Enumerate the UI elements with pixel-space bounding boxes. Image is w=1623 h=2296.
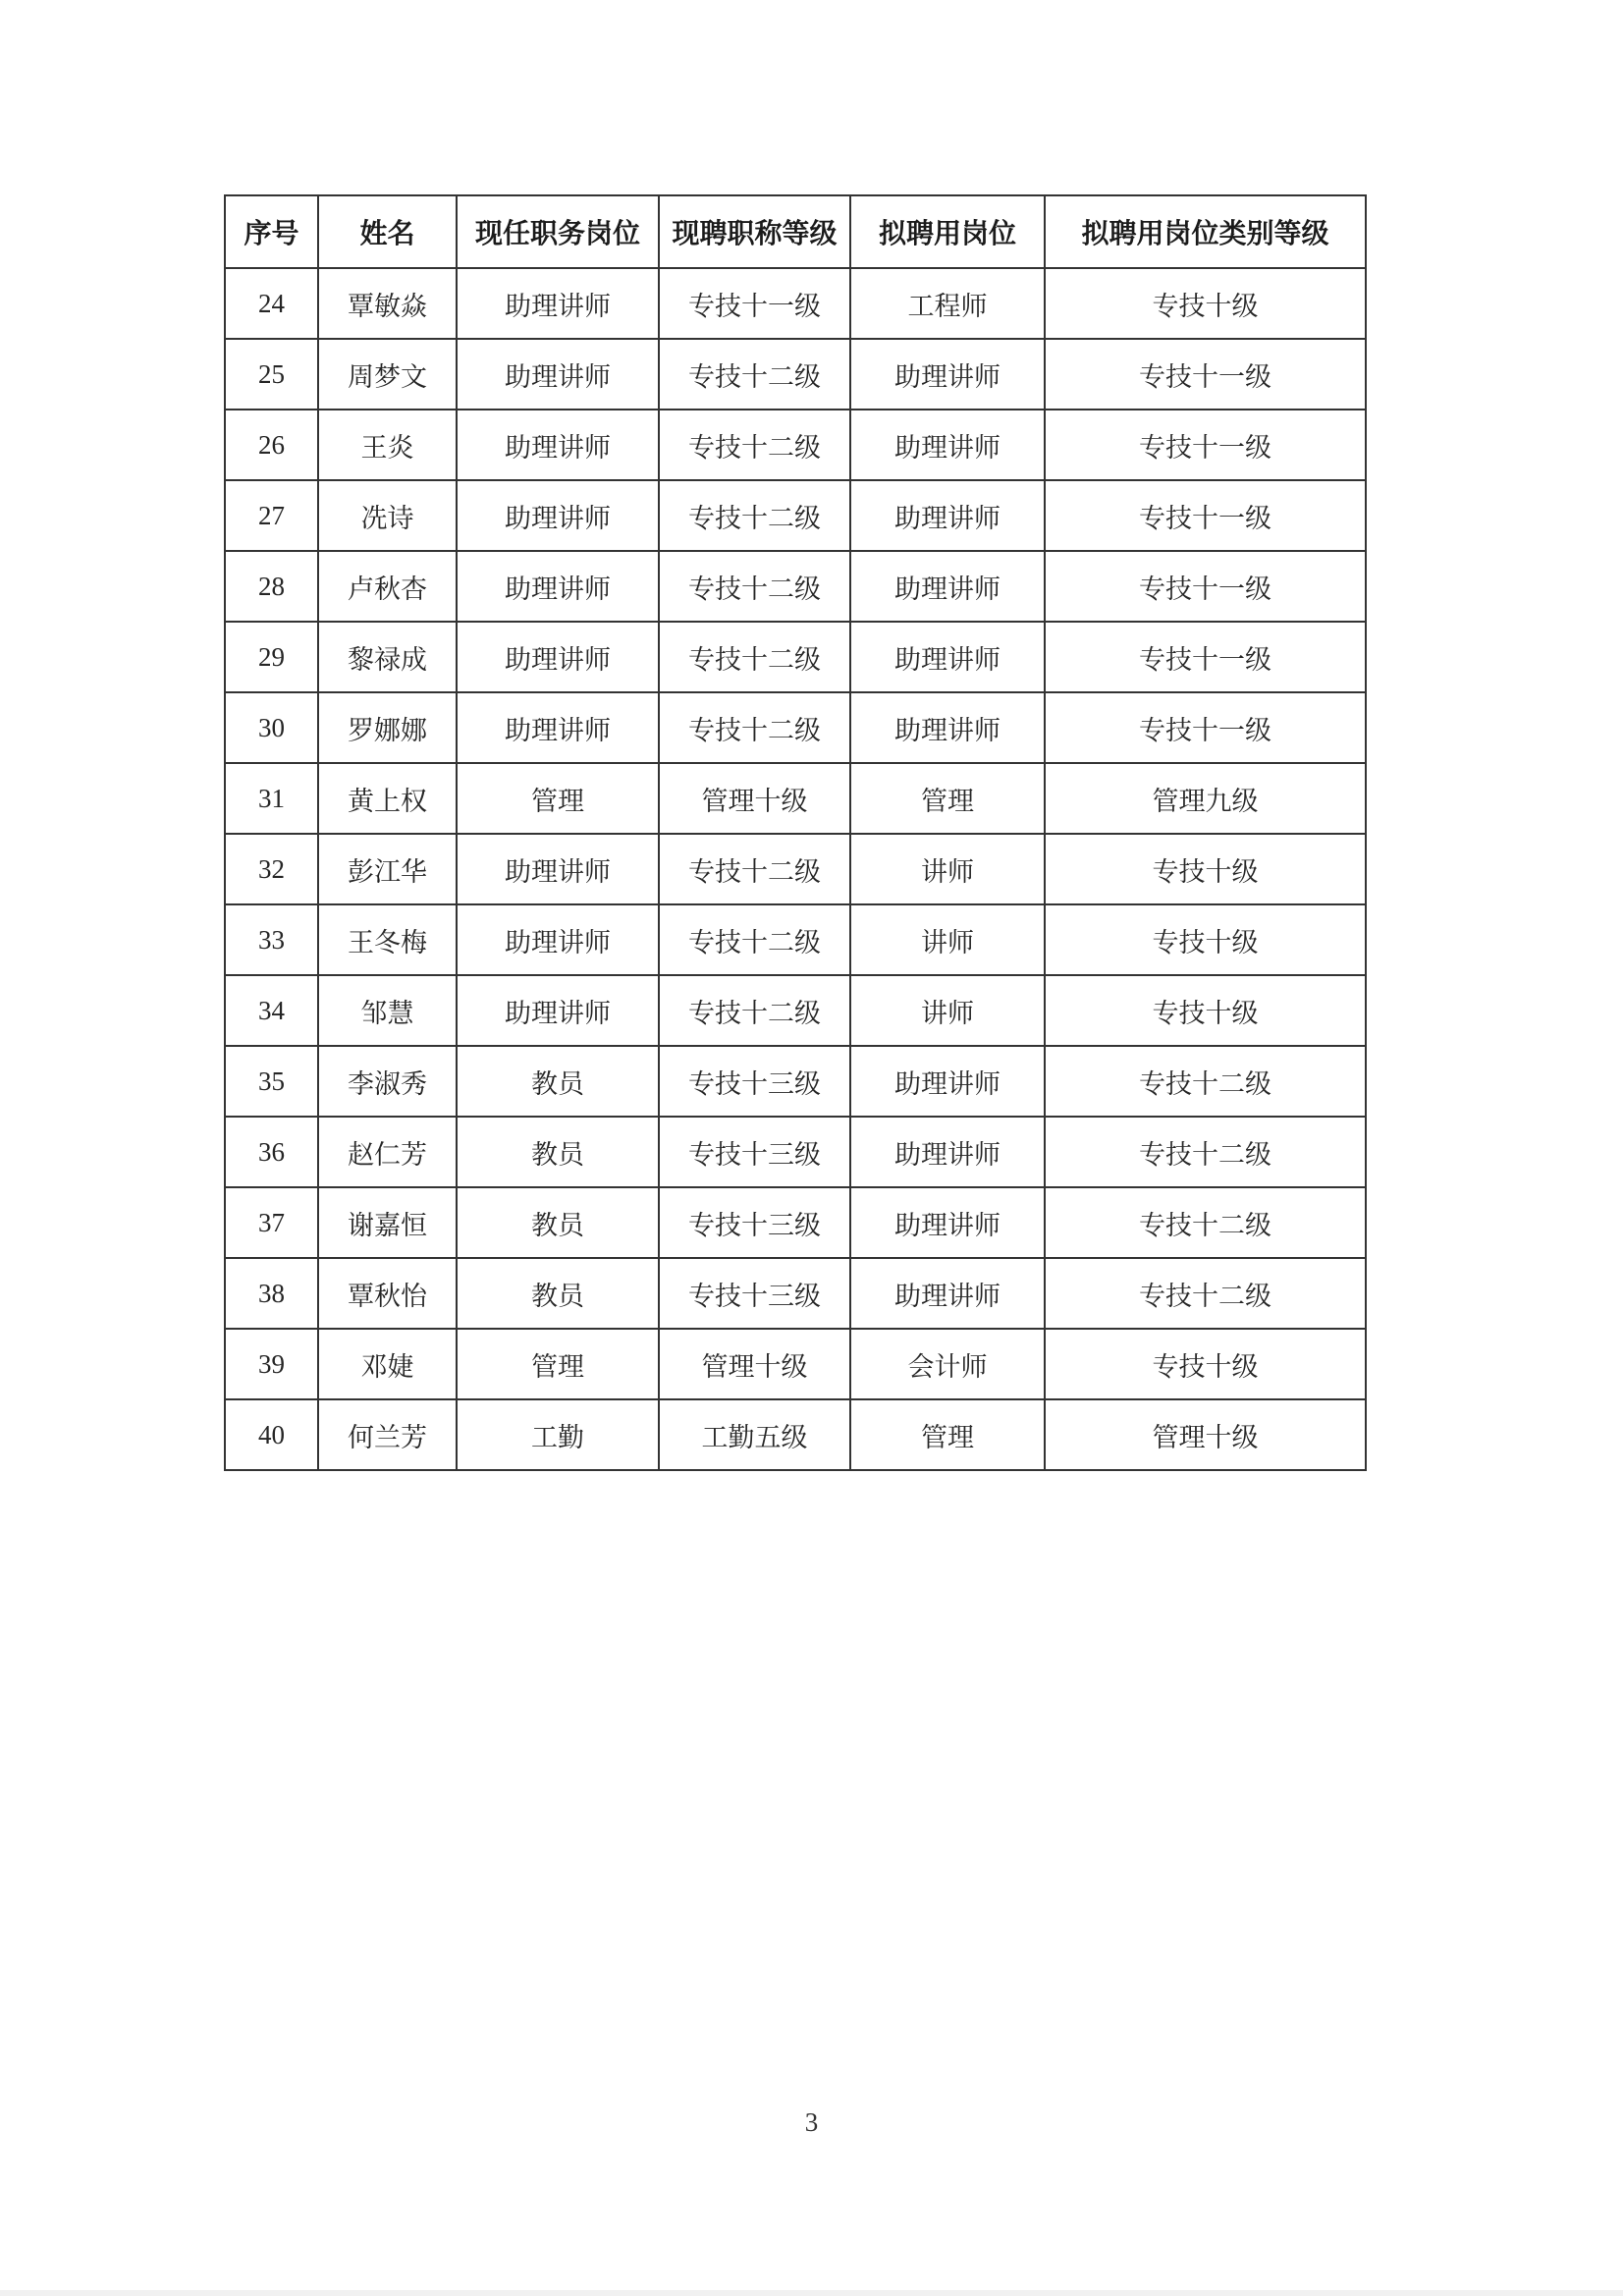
header-proposed-position: 拟聘用岗位 [850,195,1045,268]
cell-seq: 29 [225,622,318,692]
cell-seq: 32 [225,834,318,904]
cell-name: 覃秋怡 [318,1258,457,1329]
cell-proposed-category-grade: 专技十二级 [1045,1258,1366,1329]
cell-seq: 33 [225,904,318,975]
cell-current-title-grade: 专技十三级 [659,1187,850,1258]
cell-proposed-category-grade: 管理十级 [1045,1399,1366,1470]
cell-current-title-grade: 专技十二级 [659,904,850,975]
cell-proposed-category-grade: 专技十一级 [1045,622,1366,692]
table-row [225,834,1366,904]
cell-proposed-position: 助理讲师 [850,551,1045,622]
cell-name: 覃敏焱 [318,268,457,339]
cell-name: 李淑秀 [318,1046,457,1117]
cell-proposed-category-grade: 专技十一级 [1045,339,1366,410]
cell-name: 卢秋杏 [318,551,457,622]
cell-current-position: 助理讲师 [457,339,659,410]
cell-current-title-grade: 专技十三级 [659,1117,850,1187]
cell-current-position: 教员 [457,1258,659,1329]
cell-seq: 37 [225,1187,318,1258]
cell-name: 彭江华 [318,834,457,904]
cell-name: 邹慧 [318,975,457,1046]
scan-edge-shadow [0,2290,1623,2296]
cell-current-title-grade: 专技十二级 [659,480,850,551]
table-row [225,1329,1366,1399]
cell-seq: 31 [225,763,318,834]
table-row [225,904,1366,975]
cell-name: 王冬梅 [318,904,457,975]
appointment-table [224,194,1367,1471]
cell-proposed-category-grade: 专技十级 [1045,834,1366,904]
cell-current-position: 助理讲师 [457,268,659,339]
cell-proposed-category-grade: 专技十一级 [1045,551,1366,622]
cell-proposed-category-grade: 管理九级 [1045,763,1366,834]
cell-name: 黄上权 [318,763,457,834]
table-row [225,1399,1366,1470]
cell-seq: 26 [225,410,318,480]
cell-proposed-position: 助理讲师 [850,622,1045,692]
cell-proposed-category-grade: 专技十二级 [1045,1046,1366,1117]
cell-current-title-grade: 专技十一级 [659,268,850,339]
cell-current-position: 助理讲师 [457,410,659,480]
page-number: 3 [804,2107,819,2137]
header-current-position: 现任职务岗位 [457,195,659,268]
cell-proposed-position: 工程师 [850,268,1045,339]
cell-seq: 38 [225,1258,318,1329]
table-row [225,622,1366,692]
cell-proposed-position: 助理讲师 [850,339,1045,410]
header-name: 姓名 [318,195,457,268]
cell-proposed-position: 讲师 [850,904,1045,975]
cell-current-title-grade: 专技十二级 [659,622,850,692]
cell-proposed-category-grade: 专技十级 [1045,975,1366,1046]
cell-current-position: 助理讲师 [457,622,659,692]
table-row [225,410,1366,480]
cell-proposed-category-grade: 专技十级 [1045,904,1366,975]
cell-current-title-grade: 专技十二级 [659,339,850,410]
cell-current-position: 教员 [457,1187,659,1258]
cell-current-position: 助理讲师 [457,692,659,763]
cell-current-title-grade: 专技十二级 [659,692,850,763]
cell-current-position: 助理讲师 [457,480,659,551]
table-body [225,268,1366,1470]
cell-current-title-grade: 专技十二级 [659,410,850,480]
table-row [225,692,1366,763]
cell-current-title-grade: 专技十二级 [659,975,850,1046]
cell-current-position: 助理讲师 [457,975,659,1046]
cell-proposed-position: 助理讲师 [850,1046,1045,1117]
cell-proposed-category-grade: 专技十级 [1045,268,1366,339]
cell-current-position: 教员 [457,1117,659,1187]
cell-proposed-category-grade: 专技十一级 [1045,410,1366,480]
header-current-title-grade: 现聘职称等级 [659,195,850,268]
cell-name: 赵仁芳 [318,1117,457,1187]
cell-current-position: 管理 [457,1329,659,1399]
cell-current-title-grade: 专技十三级 [659,1258,850,1329]
header-seq: 序号 [225,195,318,268]
cell-proposed-position: 助理讲师 [850,1187,1045,1258]
cell-seq: 36 [225,1117,318,1187]
cell-current-position: 助理讲师 [457,551,659,622]
cell-current-title-grade: 工勤五级 [659,1399,850,1470]
table-row [225,1187,1366,1258]
cell-current-position: 助理讲师 [457,904,659,975]
cell-seq: 39 [225,1329,318,1399]
cell-name: 周梦文 [318,339,457,410]
cell-proposed-position: 助理讲师 [850,1117,1045,1187]
cell-proposed-position: 讲师 [850,975,1045,1046]
cell-proposed-position: 助理讲师 [850,410,1045,480]
cell-seq: 28 [225,551,318,622]
cell-proposed-category-grade: 专技十二级 [1045,1117,1366,1187]
table-row [225,975,1366,1046]
cell-proposed-position: 会计师 [850,1329,1045,1399]
cell-name: 何兰芳 [318,1399,457,1470]
table-row [225,763,1366,834]
cell-proposed-position: 助理讲师 [850,1258,1045,1329]
cell-current-title-grade: 专技十三级 [659,1046,850,1117]
cell-current-title-grade: 管理十级 [659,763,850,834]
table-row [225,480,1366,551]
cell-proposed-position: 管理 [850,763,1045,834]
cell-current-position: 工勤 [457,1399,659,1470]
cell-name: 王炎 [318,410,457,480]
cell-seq: 25 [225,339,318,410]
table-row [225,339,1366,410]
cell-proposed-category-grade: 专技十二级 [1045,1187,1366,1258]
table-row [225,1046,1366,1117]
header-proposed-category-grade: 拟聘用岗位类别等级 [1045,195,1366,268]
cell-proposed-category-grade: 专技十级 [1045,1329,1366,1399]
cell-current-position: 教员 [457,1046,659,1117]
table-row [225,1117,1366,1187]
cell-name: 邓婕 [318,1329,457,1399]
cell-seq: 27 [225,480,318,551]
table-row [225,268,1366,339]
cell-seq: 24 [225,268,318,339]
cell-name: 谢嘉恒 [318,1187,457,1258]
cell-proposed-position: 助理讲师 [850,480,1045,551]
cell-proposed-category-grade: 专技十一级 [1045,480,1366,551]
cell-current-position: 管理 [457,763,659,834]
cell-current-title-grade: 管理十级 [659,1329,850,1399]
cell-seq: 35 [225,1046,318,1117]
cell-name: 冼诗 [318,480,457,551]
cell-current-position: 助理讲师 [457,834,659,904]
cell-seq: 34 [225,975,318,1046]
cell-proposed-position: 管理 [850,1399,1045,1470]
cell-current-title-grade: 专技十二级 [659,551,850,622]
table-row [225,1258,1366,1329]
table-header-row [225,195,1366,268]
cell-name: 黎禄成 [318,622,457,692]
cell-proposed-position: 助理讲师 [850,692,1045,763]
cell-seq: 30 [225,692,318,763]
cell-name: 罗娜娜 [318,692,457,763]
cell-proposed-category-grade: 专技十一级 [1045,692,1366,763]
cell-seq: 40 [225,1399,318,1470]
cell-proposed-position: 讲师 [850,834,1045,904]
cell-current-title-grade: 专技十二级 [659,834,850,904]
table-row [225,551,1366,622]
